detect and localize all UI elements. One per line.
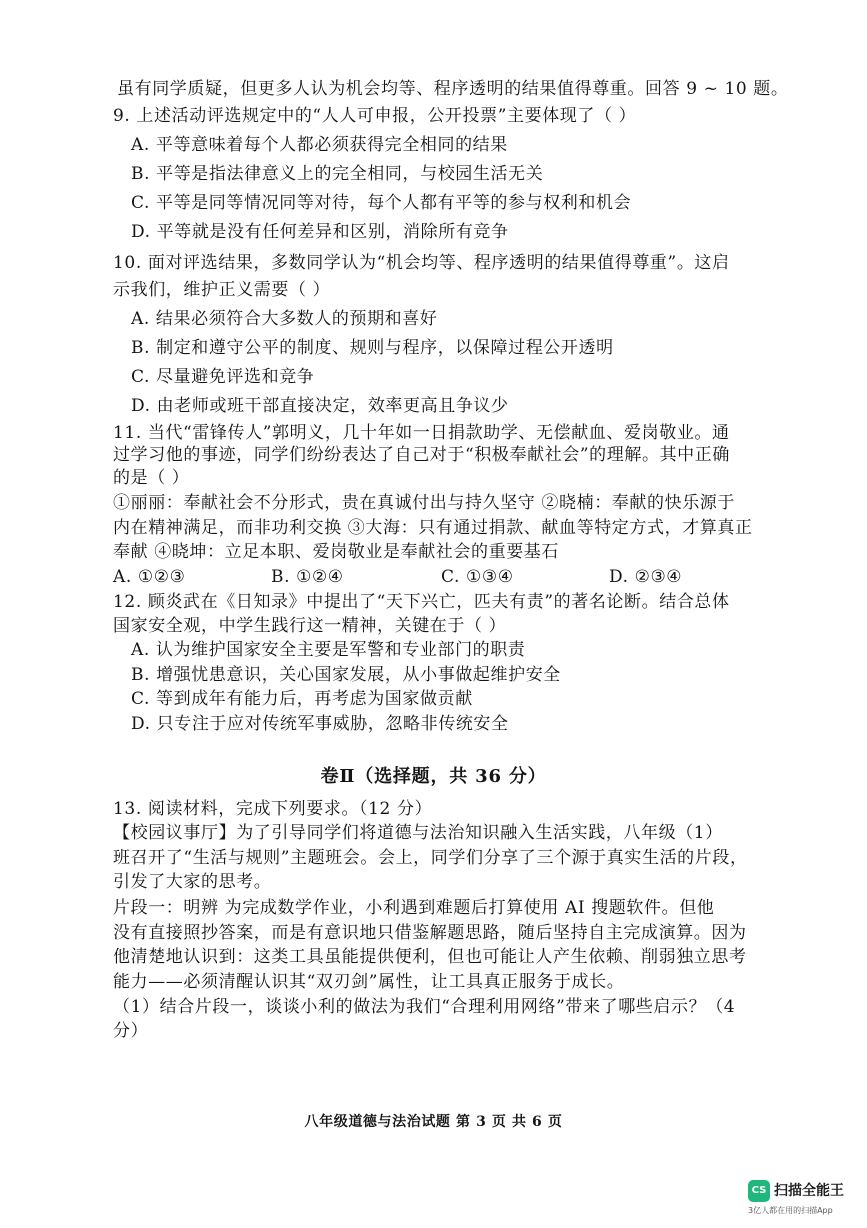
question-11-statements-line2: 内在精神满足，而非功利交换 ③大海：只有通过捐款、献血等特定方式，才算真正	[113, 518, 753, 538]
question-12-option-c: C. 等到成年有能力后，再考虑为国家做贡献	[131, 689, 473, 709]
question-9-option-c: C. 平等是同等情况同等对待，每个人都有平等的参与权利和机会	[131, 193, 632, 213]
question-10-option-c: C. 尽量避免评选和竞争	[131, 367, 315, 387]
excerpt-1-line1: 片段一：明辨 为完成数学作业，小利遇到难题后打算使用 AI 搜题软件。但他	[113, 898, 715, 918]
sub-question-1-line2: 分）	[113, 1021, 149, 1041]
material-paragraph-line1: 【校园议事厅】为了引导同学们将道德与法治知识融入生活实践，八年级（1）	[113, 823, 723, 843]
question-10-option-a: A. 结果必须符合大多数人的预期和喜好	[131, 309, 438, 329]
question-11-stem-line3: 的是（ ）	[113, 468, 190, 488]
question-12-option-d: D. 只专注于应对传统军事威胁，忽略非传统安全	[131, 714, 509, 734]
watermark-app-name: 扫描全能王	[774, 1183, 844, 1199]
excerpt-1-line4: 能力——必须清醒认识其“双刃剑”属性，让工具真正服务于成长。	[113, 972, 625, 992]
watermark-tagline: 3亿人都在用的扫描App	[748, 1206, 833, 1215]
intro-text-line: 虽有同学质疑，但更多人认为机会均等、程序透明的结果值得尊重。回答 9 ~ 10 题。	[117, 79, 789, 99]
section-2-title: 卷Ⅱ（选择题，共 36 分）	[320, 766, 547, 787]
question-13-stem: 13. 阅读材料，完成下列要求。（12 分）	[113, 799, 433, 819]
question-11-option-a: A. ①②③	[113, 567, 186, 587]
question-9-option-a: A. 平等意味着每个人都必须获得完全相同的结果	[131, 135, 508, 155]
sub-question-1-line1: （1）结合片段一，谈谈小利的做法为我们“合理利用网络”带来了哪些启示？（4	[113, 997, 736, 1017]
question-10-option-b: B. 制定和遵守公平的制度、规则与程序，以保障过程公开透明	[131, 338, 614, 358]
question-9-option-b: B. 平等是指法律意义上的完全相同，与校园生活无关	[131, 164, 544, 184]
question-11-statements-line3: 奉献 ④晓坤：立足本职、爱岗敬业是奉献社会的重要基石	[113, 542, 560, 562]
excerpt-1-line3: 他清楚地认识到：这类工具虽能提供便利，但也可能让人产生依赖、削弱独立思考	[113, 947, 747, 967]
scanner-watermark	[748, 1180, 860, 1222]
material-paragraph-line2: 班召开了“生活与规则”主题班会。会上，同学们分享了三个源于真实生活的片段，	[113, 848, 748, 868]
camscanner-logo-icon: CS	[748, 1180, 770, 1202]
question-11-stem-line2: 过学习他的事迹，同学们纷纷表达了自己对于“积极奉献社会”的理解。其中正确	[113, 445, 730, 465]
question-11-option-d: D. ②③④	[609, 567, 683, 587]
question-10-stem-line1: 10. 面对评选结果，多数同学认为“机会均等、程序透明的结果值得尊重”。这启	[113, 253, 730, 273]
question-10-option-d: D. 由老师或班干部直接决定，效率更高且争议少	[131, 396, 509, 416]
question-11-stem-line1: 11. 当代“雷锋传人”郭明义，几十年如一日捐款助学、无偿献血、爱岗敬业。通	[113, 423, 730, 443]
page-footer: 八年级道德与法治试题 第 3 页 共 6 页	[304, 1114, 563, 1130]
question-9-stem: 9. 上述活动评选规定中的“人人可申报，公开投票”主要体现了（ ）	[113, 106, 637, 126]
material-paragraph-line3: 引发了大家的思考。	[113, 872, 272, 892]
question-9-option-d: D. 平等就是没有任何差异和区别，消除所有竞争	[131, 222, 509, 242]
excerpt-1-line2: 没有直接照抄答案，而是有意识地只借鉴解题思路，随后坚持自主完成演算。因为	[113, 923, 747, 943]
question-11-statements-line1: ①丽丽：奉献社会不分形式，贵在真诚付出与持久坚守 ②晓楠：奉献的快乐源于	[113, 493, 736, 513]
question-11-option-b: B. ①②④	[271, 567, 344, 587]
question-12-stem-line2: 国家安全观，中学生践行这一精神，关键在于（ ）	[113, 616, 507, 636]
question-11-options	[113, 565, 753, 589]
question-10-stem-line2: 示我们，维护正义需要（ ）	[113, 280, 331, 300]
question-12-stem-line1: 12. 顾炎武在《日知录》中提出了“天下兴亡，匹夫有责”的著名论断。结合总体	[113, 592, 730, 612]
question-12-option-a: A. 认为维护国家安全主要是军警和专业部门的职责	[131, 640, 526, 660]
question-12-option-b: B. 增强忧患意识，关心国家发展，从小事做起维护安全	[131, 665, 561, 685]
question-11-option-c: C. ①③④	[441, 567, 514, 587]
